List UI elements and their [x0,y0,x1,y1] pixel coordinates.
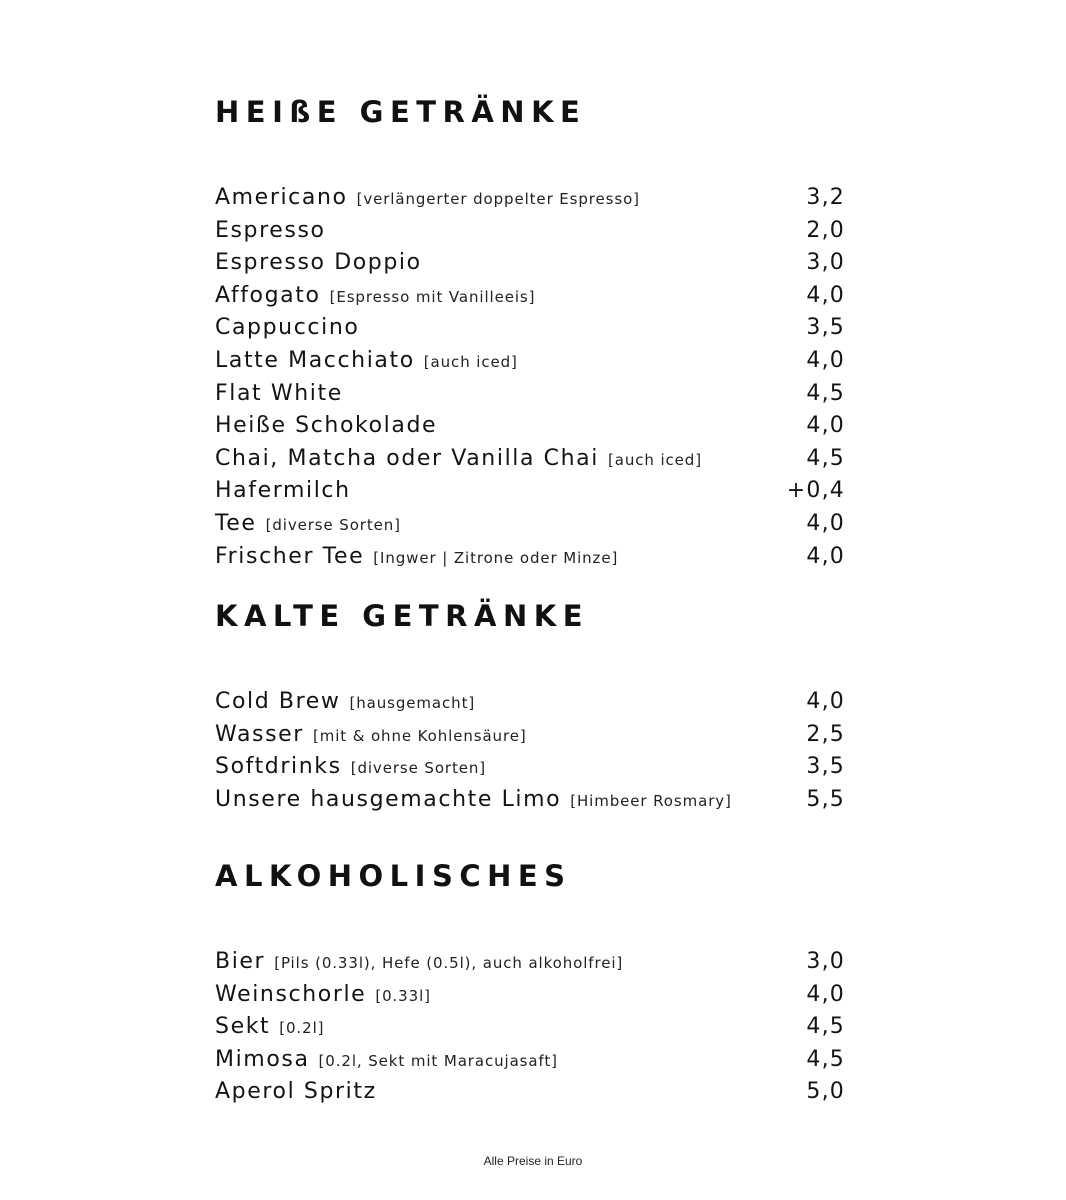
item-note: [verlängerter doppelter Espresso] [356,190,640,208]
menu-item [215,541,845,574]
item-name: Weinschorle [215,981,367,1007]
item-note: [Ingwer | Zitrone oder Minze] [373,548,619,567]
item-price: 4,0 [806,413,845,439]
item-note: [mit & ohne Kohlensäure] [312,726,527,745]
item-list [215,946,845,1109]
menu-item [215,280,845,313]
item-price: 3,0 [806,250,845,276]
item-price: 3,5 [806,315,845,341]
item-note: [diverse Sorten] [350,759,487,778]
menu-item [215,1011,845,1044]
item-price: 4,0 [806,510,845,536]
item-name: Cappuccino [215,315,360,341]
item-note: [hausgemacht] [349,694,476,712]
menu-item [215,312,845,345]
item-name: Chai, Matcha oder Vanilla Chai [215,445,599,471]
item-name: Mimosa [215,1046,310,1072]
item-name: Latte Macchiato [215,347,415,373]
menu-item [215,378,845,411]
item-price: 4,0 [806,543,845,569]
item-note: [Himbeer Rosmary] [570,791,732,810]
section-hot-drinks [215,94,845,573]
item-name: Wasser [215,721,304,747]
item-price: 2,0 [806,217,845,243]
item-name: Cold Brew [215,689,341,714]
item-price: +0,4 [786,478,845,504]
item-price: 4,5 [806,445,845,471]
item-price: 4,0 [806,689,845,714]
menu-item [215,784,845,817]
item-price: 5,5 [806,786,845,812]
price-footnote: Alle Preise in Euro [483,1154,583,1168]
section-title: KALTE GETRÄNKE [215,599,590,633]
menu-item [215,508,845,541]
menu-item [215,475,845,508]
item-list [215,182,845,573]
item-price: 4,0 [806,981,845,1007]
item-name: Heiße Schokolade [215,413,438,439]
item-price: 3,5 [806,754,845,780]
menu-item [215,751,845,784]
item-note: [Pils (0.33l), Hefe (0.5l), auch alkoholfrei] [274,954,624,972]
section-title: ALKOHOLISCHES [215,859,572,893]
menu-item [215,719,845,752]
item-price: 4,0 [806,282,845,308]
menu-item [215,182,845,215]
item-price: 2,5 [806,721,845,747]
item-name: Aperol Spritz [215,1079,377,1105]
menu-item [215,686,845,719]
item-price: 4,0 [806,347,845,373]
item-price: 5,0 [806,1079,845,1105]
section-alcoholic [215,858,845,1109]
item-price: 4,5 [806,1014,845,1040]
menu-item [215,345,845,378]
item-name: Affogato [215,282,321,308]
menu-item [215,946,845,979]
menu-item [215,1076,845,1109]
item-note: [auch iced] [607,450,702,469]
item-list [215,686,845,816]
item-note: [0.2l, Sekt mit Maracujasaft] [318,1051,558,1070]
section-title: HEIßE GETRÄNKE [215,95,587,129]
item-name: Softdrinks [215,754,342,780]
item-name: Unsere hausgemachte Limo [215,786,562,812]
item-price: 3,2 [806,185,845,210]
item-name: Flat White [215,380,343,406]
menu-item [215,410,845,443]
item-name: Sekt [215,1014,271,1040]
item-note: [Espresso mit Vanilleeis] [329,287,536,306]
item-name: Bier [215,949,266,974]
item-name: Espresso Doppio [215,250,422,276]
item-price: 3,0 [806,949,845,974]
menu-item [215,443,845,476]
item-name: Frischer Tee [215,543,365,569]
item-note: [diverse Sorten] [265,515,401,534]
item-note: [0.2l] [279,1019,325,1038]
menu-item [215,979,845,1012]
item-note: [auch iced] [423,352,518,371]
item-name: Hafermilch [215,478,351,504]
item-note: [0.33l] [375,986,431,1005]
menu-item [215,247,845,280]
item-price: 4,5 [806,1046,845,1072]
menu-item [215,215,845,248]
item-name: Tee [215,510,257,536]
item-price: 4,5 [806,380,845,406]
menu-item [215,1044,845,1077]
item-name: Espresso [215,217,326,243]
section-cold-drinks [215,598,845,816]
item-name: Americano [215,185,348,210]
